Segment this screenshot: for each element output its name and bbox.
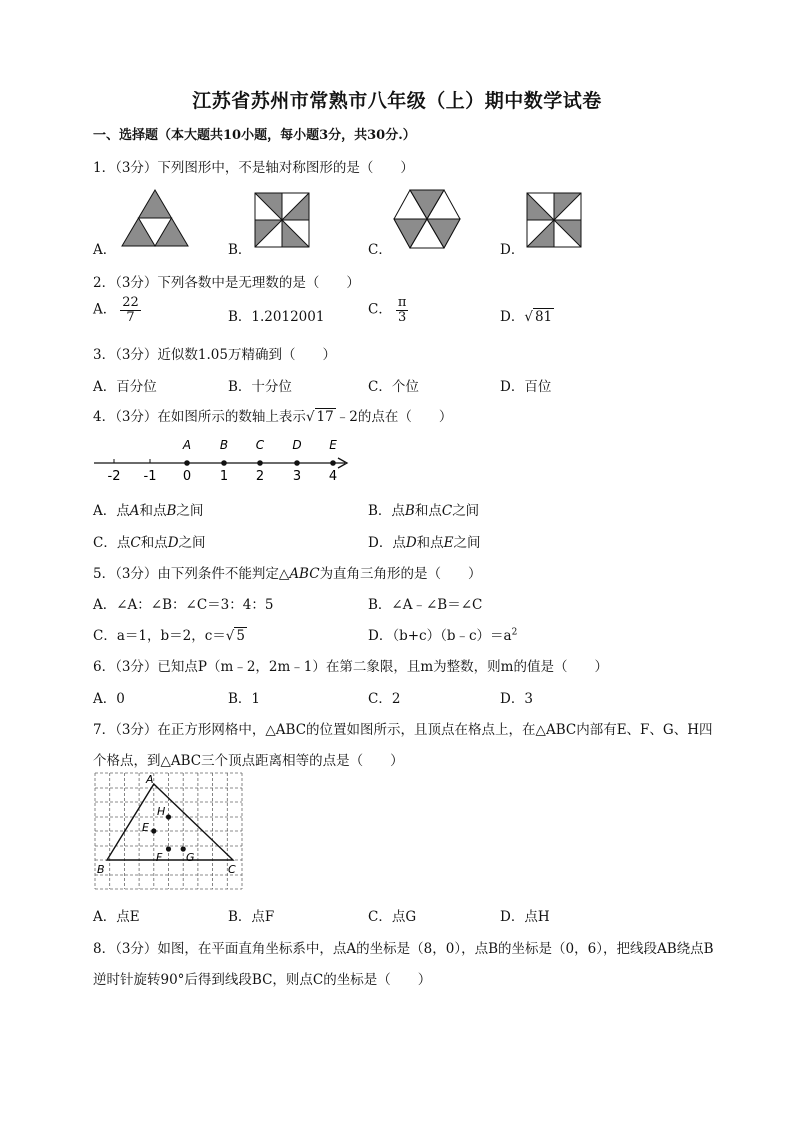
q2-option-c	[368, 296, 408, 324]
point-label-b: B	[219, 438, 229, 452]
q7-label-c: C	[228, 863, 236, 876]
q4-c-suffix: 之间	[178, 535, 206, 551]
q5-d-text: D．（b+c）（b﹣c）＝a	[368, 628, 512, 644]
q8-stem-line2: 逆时针旋转90°后得到线段BC，则点C的坐标是（ ）	[93, 972, 432, 988]
q4-stem-radicand: 17	[316, 409, 334, 425]
tick-label-3: 3	[292, 469, 302, 484]
q5-stem-pre: 5．（3分）由下列条件不能判定△	[93, 566, 290, 582]
q1-figure-d-square	[526, 192, 584, 250]
q2-option-b: B．1.2012001	[228, 309, 325, 325]
q4-stem	[93, 405, 452, 425]
q5-option-c	[93, 624, 247, 644]
q2-stem: 2．（3分）下列各数中是无理数的是（ ）	[93, 275, 360, 291]
q4-option-a	[93, 499, 203, 519]
q7-label-e: E	[142, 821, 149, 834]
q4-option-b	[368, 499, 479, 519]
q7-stem-line2: 个格点，到△ABC三个顶点距离相等的点是（ ）	[93, 753, 404, 769]
point-label-a: A	[182, 438, 192, 452]
q3-option-d: D．百位	[500, 379, 552, 395]
point-d-dot	[294, 460, 300, 466]
q6-option-c: C．2	[368, 691, 401, 707]
q2-d-sqrt: √ 81	[524, 309, 553, 325]
tick-label-1: 1	[219, 469, 229, 484]
q4-d-point1: D	[405, 535, 417, 551]
tick-label-minus-1: -1	[143, 469, 157, 484]
q8-stem-line1: 8．（3分）如图，在平面直角坐标系中，点A的坐标是（8，0），点B的坐标是（0，6），把线段AB绕点B	[93, 941, 714, 957]
q4-a-suffix: 之间	[176, 503, 204, 519]
q6-option-b: B．1	[228, 691, 261, 707]
q4-option-d	[368, 531, 481, 551]
q2-c-numerator: π	[397, 295, 407, 310]
q4-c-point1: C	[130, 535, 141, 551]
q7-option-d: D．点H	[500, 909, 550, 925]
q3-option-c: C．个位	[368, 379, 419, 395]
q5-c-radicand: 5	[236, 628, 245, 644]
q4-c-mid: 和点	[140, 535, 168, 551]
tick-label-4: 4	[328, 469, 338, 484]
q2-option-c-fraction	[396, 296, 409, 324]
q1-option-b-label: B．	[228, 242, 252, 258]
q2-option-a-fraction	[120, 296, 141, 324]
q2-option-d-label: D．	[500, 309, 525, 325]
q4-c-point2: D	[167, 535, 179, 551]
q4-d-point2: E	[443, 535, 454, 551]
q2-a-denominator: 7	[126, 309, 135, 325]
q1-option-d-label: D．	[500, 242, 525, 258]
q4-b-prefix: B．点	[368, 503, 405, 519]
q7-label-b: B	[97, 863, 105, 876]
point-e-dot	[330, 460, 336, 466]
q4-stem-sqrt: √ 17	[305, 409, 334, 425]
q7-point-e	[151, 828, 156, 833]
q5-stem	[93, 562, 482, 582]
q5-stem-post: 为直角三角形的是（ ）	[319, 566, 482, 582]
q2-option-d	[500, 305, 554, 325]
q4-b-point2: C	[441, 503, 453, 519]
q2-c-denominator: 3	[397, 309, 407, 325]
q6-option-a: A．0	[93, 691, 125, 707]
q7-stem-line1: 7．（3分）在正方形网格中，△ABC的位置如图所示，且顶点在格点上，在△ABC内部有E、F、G、H四	[93, 722, 713, 738]
q2-a-numerator: 22	[122, 295, 139, 310]
q4-number-line	[90, 434, 354, 484]
q4-a-mid: 和点	[139, 503, 167, 519]
q7-point-h	[166, 814, 171, 819]
q3-stem: 3．（3分）近似数1.05万精确到（ ）	[93, 347, 336, 363]
q2-option-a-label: A．	[93, 301, 117, 318]
q1-figure-a-triangle	[118, 186, 192, 250]
q4-a-point1: A	[129, 503, 140, 519]
point-b-dot	[221, 460, 227, 466]
point-a-dot	[184, 460, 190, 466]
q4-stem-pre: 4．（3分）在如图所示的数轴上表示	[93, 409, 306, 425]
q7-label-g: G	[186, 851, 195, 864]
q1-option-a-label: A．	[93, 242, 117, 258]
q7-label-a: A	[146, 773, 154, 786]
point-label-d: D	[292, 438, 302, 452]
q7-option-b: B．点F	[228, 909, 275, 925]
q4-b-point1: B	[404, 503, 415, 519]
q7-label-f: F	[156, 851, 163, 864]
tick-label-0: 0	[182, 469, 192, 484]
q4-a-point2: B	[166, 503, 177, 519]
tick-label-minus-2: -2	[107, 469, 121, 484]
tick-label-2: 2	[255, 469, 265, 484]
q7-point-f	[166, 846, 171, 851]
q4-d-suffix: 之间	[453, 535, 481, 551]
q5-option-b: B．∠A﹣∠B＝∠C	[368, 597, 483, 613]
q4-a-prefix: A．点	[93, 503, 130, 519]
q1-figure-b-square	[254, 192, 312, 250]
q1-option-c-label: C．	[368, 242, 392, 258]
q7-grid-lines	[95, 773, 242, 889]
q6-stem: 6．（3分）已知点P（m﹣2，2m﹣1）在第二象限，且m为整数，则m的值是（ ）	[93, 659, 608, 675]
q4-option-c	[93, 531, 206, 551]
q1-stem: 1．（3分）下列图形中，不是轴对称图形的是（ ）	[93, 160, 414, 176]
q6-option-d: D．3	[500, 691, 533, 707]
q4-b-suffix: 之间	[452, 503, 480, 519]
q5-option-d	[368, 624, 517, 644]
page-title: 江苏省苏州市常熟市八年级（上）期中数学试卷	[192, 90, 602, 112]
q5-d-exponent: 2	[511, 627, 518, 638]
q2-option-a	[93, 296, 141, 324]
q4-d-prefix: D．点	[368, 535, 406, 551]
q3-option-a: A．百分位	[93, 379, 157, 395]
section-heading: 一、选择题（本大题共10小题，每小题3分，共30分.）	[93, 128, 416, 143]
q5-c-sqrt: √ 5	[225, 628, 245, 644]
q2-d-radicand: 81	[534, 309, 553, 325]
q5-c-text: C．a＝1，b＝2，c＝	[93, 628, 226, 644]
q2-option-c-label: C．	[368, 301, 392, 318]
q4-stem-post: ﹣2的点在（ ）	[335, 409, 453, 425]
q7-label-h: H	[157, 805, 166, 818]
point-label-c: C	[255, 438, 265, 452]
q4-c-prefix: C．点	[93, 535, 131, 551]
q5-option-a: A．∠A：∠B：∠C＝3：4：5	[93, 597, 274, 613]
q7-grid-figure	[94, 772, 244, 892]
q4-b-mid: 和点	[414, 503, 442, 519]
q4-d-mid: 和点	[416, 535, 444, 551]
q3-option-b: B．十分位	[228, 379, 292, 395]
q7-option-c: C．点G	[368, 909, 417, 925]
q1-figure-c-hexagon	[392, 188, 462, 250]
q5-stem-triangle: ABC	[289, 566, 320, 582]
point-c-dot	[257, 460, 263, 466]
q7-option-a: A．点E	[93, 909, 140, 925]
point-label-e: E	[329, 438, 337, 452]
